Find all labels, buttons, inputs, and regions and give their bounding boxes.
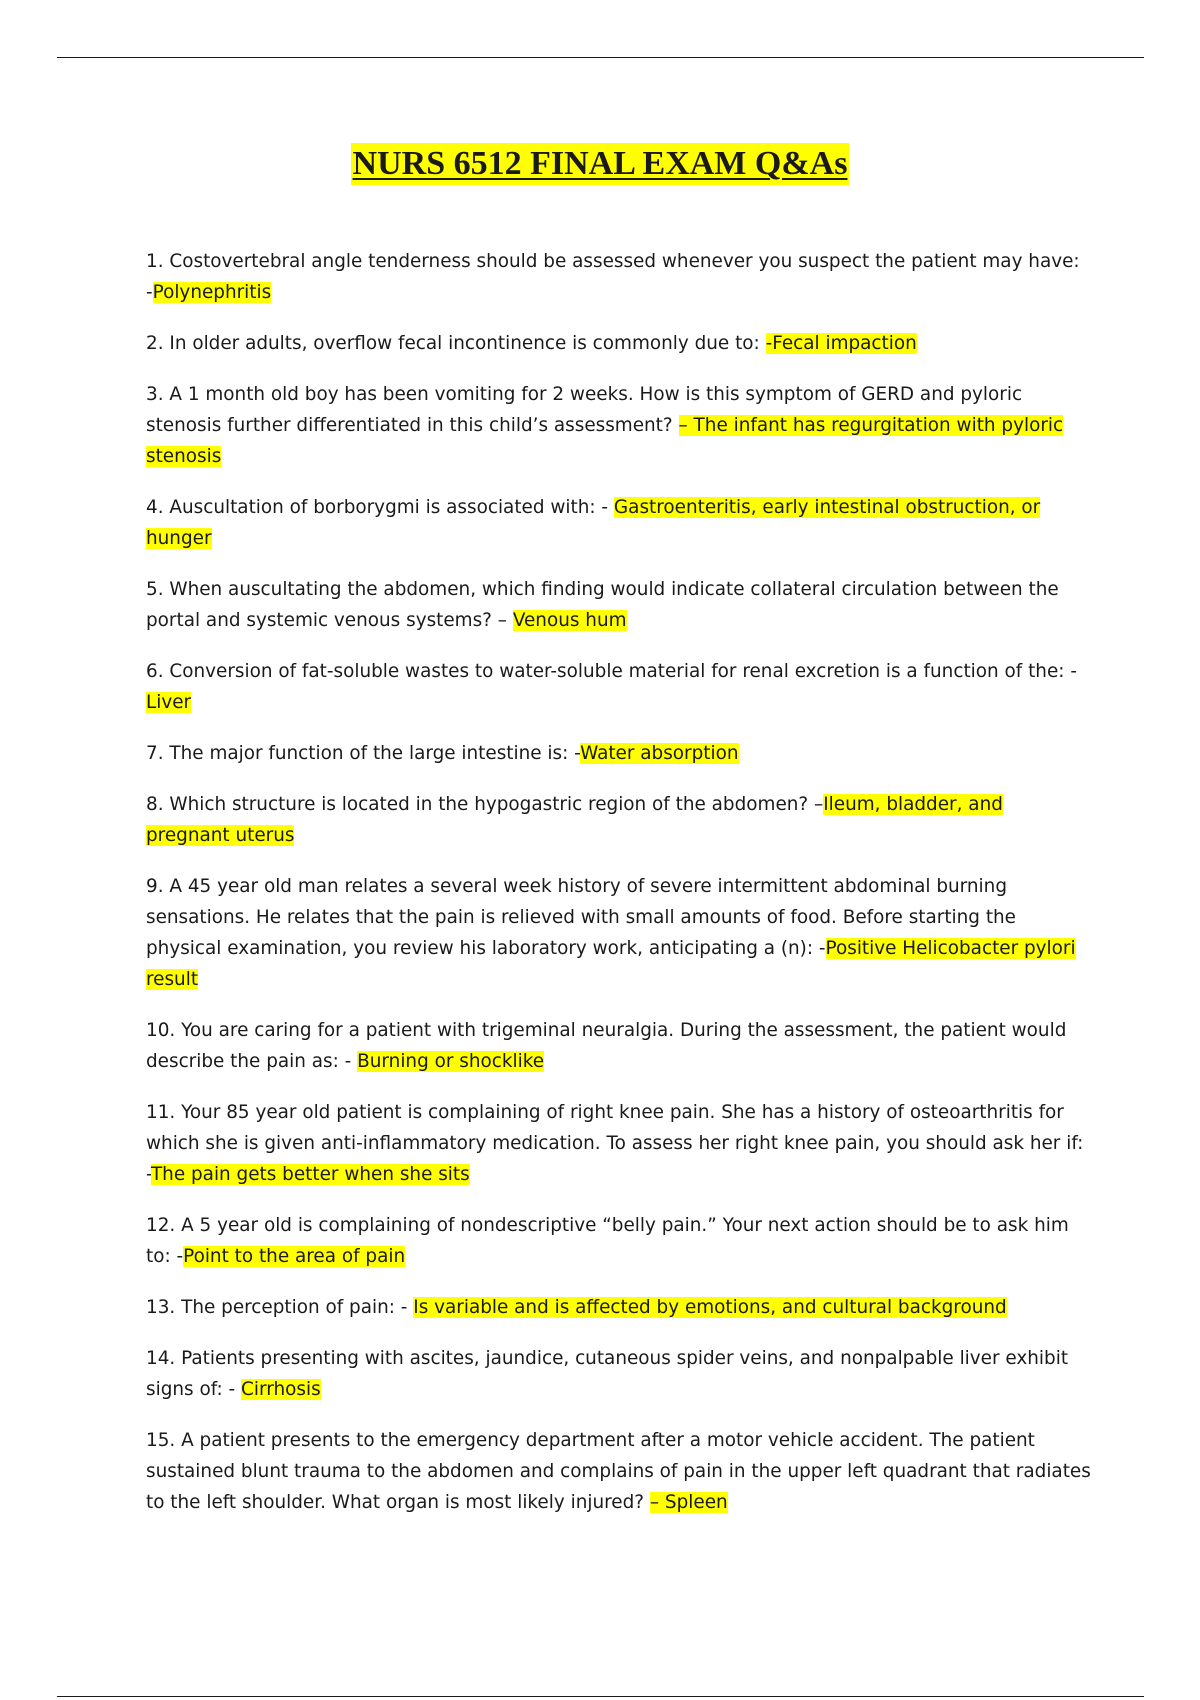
- answer-highlight: Water absorption: [580, 743, 739, 764]
- question-text: 14. Patients presenting with ascites, jaundice, cutaneous spider veins, and nonpalpable liver exhibit signs of: -: [146, 1348, 1069, 1400]
- question-text: 1. Costovertebral angle tenderness should be assessed whenever you suspect the patient may have: -: [146, 251, 1080, 303]
- question-list: [146, 246, 1091, 1538]
- question-text: 15. A patient presents to the emergency department after a motor vehicle accident. The patient sustained blunt trauma to the abdomen and complains of pain in the upper left quadrant that radiates to the left shoulder. What organ is most likely injured?: [146, 1430, 1091, 1513]
- question-text: 12. A 5 year old is complaining of nondescriptive “belly pain.” Your next action should be to ask him to: -: [146, 1215, 1069, 1267]
- question-item: [146, 789, 1091, 851]
- answer-highlight: Point to the area of pain: [183, 1246, 406, 1267]
- answer-highlight: – The infant has regurgitation with pyloric stenosis: [146, 415, 1064, 467]
- question-item: [146, 1210, 1091, 1272]
- question-text: 7. The major function of the large intestine is: -: [146, 743, 581, 764]
- answer-highlight: Burning or shocklike: [357, 1051, 545, 1072]
- question-item: [146, 1292, 1091, 1323]
- answer-highlight: Cirrhosis: [241, 1379, 321, 1400]
- question-text: 3. A 1 month old boy has been vomiting for 2 weeks. How is this symptom of GERD and pyloric stenosis further differentiated in this child’s assessment?: [146, 384, 1023, 436]
- answer-highlight: Liver: [146, 692, 192, 713]
- answer-highlight: Polynephritis: [152, 282, 272, 303]
- question-item: [146, 379, 1091, 472]
- question-item: [146, 738, 1091, 769]
- question-item: [146, 1097, 1091, 1190]
- question-text: 11. Your 85 year old patient is complaining of right knee pain. She has a history of osteoarthritis for which she is given anti-inflammatory medication. To assess her right knee pain, you should ask her if: -: [146, 1102, 1084, 1185]
- question-item: [146, 246, 1091, 308]
- question-item: [146, 574, 1091, 636]
- question-item: [146, 328, 1091, 359]
- question-text: 4. Auscultation of borborygmi is associated with: -: [146, 497, 614, 518]
- question-item: [146, 1015, 1091, 1077]
- question-item: [146, 1343, 1091, 1405]
- answer-highlight: Positive Helicobacter pylori result: [146, 938, 1076, 990]
- title-container: [0, 143, 1200, 185]
- question-text: 13. The perception of pain: -: [146, 1297, 414, 1318]
- answer-highlight: Is variable and is affected by emotions, and cultural background: [413, 1297, 1007, 1318]
- question-text: 6. Conversion of fat-soluble wastes to water-soluble material for renal excretion is a function of the: -: [146, 661, 1077, 682]
- question-text: 10. You are caring for a patient with trigeminal neuralgia. During the assessment, the patient would describe the pain as: -: [146, 1020, 1067, 1072]
- answer-highlight: – Spleen: [649, 1492, 728, 1513]
- question-text: 9. A 45 year old man relates a several week history of severe intermittent abdominal burning sensations. He relates that the pain is relieved with small amounts of food. Before starting the physical examination, you review his laboratory work, anticipating a (n): -: [146, 876, 1016, 959]
- question-item: [146, 871, 1091, 995]
- answer-highlight: Venous hum: [512, 610, 627, 631]
- page-title: NURS 6512 FINAL EXAM Q&As: [351, 143, 850, 185]
- top-divider: [57, 57, 1144, 58]
- answer-highlight: Gastroenteritis, early intestinal obstruction, or hunger: [146, 497, 1041, 549]
- question-item: [146, 492, 1091, 554]
- question-item: [146, 656, 1091, 718]
- question-item: [146, 1425, 1091, 1518]
- answer-highlight: The pain gets better when she sits: [150, 1164, 470, 1185]
- bottom-divider: [57, 1696, 1144, 1697]
- question-text: 2. In older adults, overflow fecal incontinence is commonly due to:: [146, 333, 766, 354]
- question-text: 8. Which structure is located in the hypogastric region of the abdomen? –: [146, 794, 824, 815]
- answer-highlight: Ileum, bladder, and pregnant uterus: [146, 794, 1003, 846]
- question-text: 5. When auscultating the abdomen, which finding would indicate collateral circulation between the portal and systemic venous systems? –: [146, 579, 1059, 631]
- answer-highlight: -Fecal impaction: [765, 333, 917, 354]
